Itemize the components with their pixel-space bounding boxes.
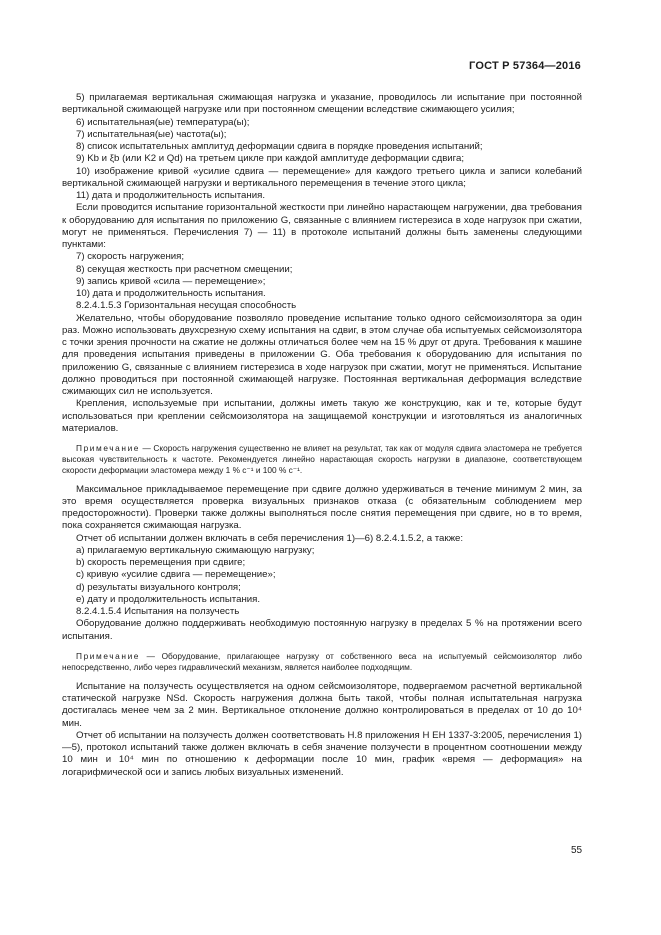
- list-item: a) прилагаемую вертикальную сжимающую нагрузку;: [76, 544, 315, 556]
- list-item: 8) список испытательных амплитуд деформации сдвига в порядке проведения испытаний;: [76, 141, 483, 152]
- paragraph: Максимальное прикладываемое перемещение при сдвиге должно удерживаться в течение минимум 2 мин, за это время осуществляется проверка визуальных признаков отказа (с обязательным соблюдением мер предосторожности). Проверки также должны выполняться после снятия перемещения при сдвиге, но в то время, пока сохраняется сжимающая нагрузка.: [62, 483, 582, 532]
- list-item: b) скорость перемещения при сдвиге;: [76, 557, 246, 569]
- list-item: 11) дата и продолжительность испытания.: [76, 190, 265, 201]
- document-standard-number: ГОСТ Р 57364—2016: [469, 60, 581, 72]
- list-item: 7) скорость нагружения;: [76, 251, 185, 263]
- list-item: c) кривую «усилие сдвига — перемещение»;: [76, 569, 276, 581]
- list-item: d) результаты визуального контроля;: [76, 581, 241, 593]
- list-item: 6) испытательная(ые) температура(ы);: [76, 116, 250, 128]
- section-heading: 8.2.4.1.5.4 Испытания на ползучесть: [76, 606, 240, 618]
- note-label: Примечание: [76, 650, 141, 661]
- note-label: Примечание: [76, 443, 141, 453]
- list-item: 9) запись кривой «сила — перемещение»;: [76, 275, 266, 287]
- note-text: — Оборудование, прилагающее нагрузку от собственного веса на испытуемый сейсмоизолятор либо непосредственно, либо через гидравлический механизм, является наиболее подходящим.: [62, 650, 582, 672]
- paragraph: Отчет об испытании на ползучесть должен соответствовать Н.8 приложения H ЕН 1337-3:2005, перечисления 1)—5), протокол испытаний также должен включать в себя значение ползучести в процентном соотношении между 10 мин и 10⁴ мин по отношению к деформации после 10 мин, график «время — деформация» на логарифмической оси и запись любых визуальных изменений.: [62, 729, 582, 778]
- paragraph: Оборудование должно поддерживать необходимую постоянную нагрузку в пределах 5 % на протяжении всего испытания.: [62, 618, 582, 642]
- list-item: 7) испытательная(ые) частота(ы);: [76, 128, 227, 140]
- list-item: e) дату и продолжительность испытания.: [76, 593, 261, 605]
- paragraph: 5) прилагаемая вертикальная сжимающая нагрузка и указание, проводилось ли испытание при постоянной вертикальной сжимающей нагрузке или при постоянном смещении вследствие сжимающего усилия;: [62, 92, 582, 116]
- note-text: — Скорость нагружения существенно не влияет на результат, так как от модуля сдвига эластомера не требуется высокая чувствительность к частоте. Рекомендуется линейно нарастающая скорость нагрузки в диапазоне, соответствующем скорости деформации эластомера между 1 % с⁻¹ и 100 % с⁻¹.: [62, 443, 582, 475]
- paragraph: Испытание на ползучесть осуществляется на одном сейсмоизоляторе, подвергаемом расчетной вертикальной статической нагрузке NSd. Скорость нагружения должна быть такой, чтобы полная испытательная нагрузка достигалась менее чем за 2 мин. Вертикальное отклонение должно контролироваться в пределах от 10 до 10⁴ мин.: [62, 680, 582, 729]
- list-item: 8) секущая жесткость при расчетном смещении;: [76, 263, 293, 275]
- list-item: 10) дата и продолжительность испытания.: [76, 288, 266, 299]
- paragraph: Отчет об испытании должен включать в себя перечисления 1)—6) 8.2.4.1.5.2, а также:: [76, 532, 464, 544]
- note: [62, 443, 582, 476]
- paragraph: Крепления, используемые при испытании, должны иметь такую же конструкцию, как и те, которые будут использоваться при креплении сейсмоизолятора на защищаемой конструкции и изготовляться из аналогичных материалов.: [62, 398, 582, 434]
- list-item: 10) изображение кривой «усилие сдвига — перемещение» для каждого третьего цикла и записи колебаний вертикальной сжимающей нагрузки и вертикального перемещения в течение этого цикла;: [62, 165, 582, 189]
- note: [62, 651, 582, 673]
- list-item: 9) Kb и ξb (или K2 и Qd) на третьем цикле при каждой амплитуде деформации сдвига;: [76, 153, 465, 165]
- document-body: [62, 92, 582, 779]
- paragraph: Если проводится испытание горизонтальной жесткости при линейно нарастающем нагружении, два требования к оборудованию для испытания по приложению G, связанные с влиянием гистерезиса в ходе нагрузок при сжатии, могут не применяться. Перечисления 7) — 11) в протоколе испытаний должны быть заменены следующими пунктами:: [62, 202, 582, 250]
- page-number: 55: [571, 845, 583, 856]
- paragraph: Желательно, чтобы оборудование позволяло проведение испытание только одного сейсмоизолятора за один раз. Можно использовать двухсрезную схему испытания на сдвиг, в этом случае оба испытуемых сейсмоизолятора с точки зрения прочности на сжатие не должны отличаться более чем на 15 % друг от друга. Требования к машине для проведения испытания приведены в приложении G. Оба требования к оборудованию для испытания по приложению G, связанные с влиянием гистерезиса в ходе нагрузок при сжатии, могут не применяться. Испытание должно проводиться при постоянной сжимающей нагрузке. Постоянная вертикальная деформация вследствие сжимающих сил не используется.: [62, 312, 582, 397]
- section-heading: 8.2.4.1.5.3 Горизонтальная несущая способность: [76, 300, 297, 312]
